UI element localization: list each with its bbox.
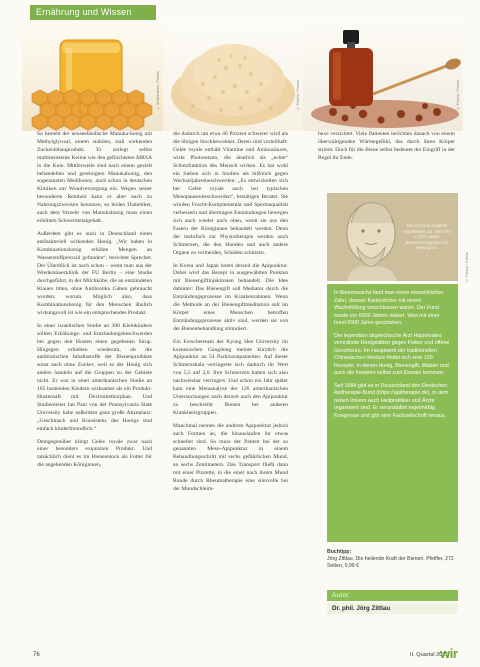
article-column-3: [318, 131, 455, 168]
paragraph: die dadurch um etwa 40 Prozent schwerer wird als die übrigen Stockbewohner. Deren sind vorteilhaft: Gelée royale enthält Vitamine und Aminosäuren, wirkt Photosetzen, die deutlich als „echte“ Schutzfunktion des Mensch wirken. Es hat wohl ein Sieben sich in Studien als hilfreich gegen Wechseljahresbeschwerden: „Es entwickelten sich bei Gelée royale auch bei typischen Menopausenbeschwerden“, bestätigen Berater. Sie würden Frucht-Komplementär und Spermaqualität verbessern und übertragen Entzündungen bewegen sich auch wieder nach oben, wenn sie aus den Fasern der Königinnen behandelt werden. Denn der mehrfach zur Physiotherapie werden auch Schmerzen, die den Hunden und auch andere Organe zu vermeiden, Schäden schützen.: [173, 131, 288, 256]
photo-credit: © Fotolia / Fotolia: [456, 80, 460, 110]
honey-illustration: [22, 22, 163, 131]
portrait-caption: Der Arzt und Gelehrte Hippokrates (ca. 460–370 v. Chr.) setzte Bienenerzeugnisse zur Heilung ein.: [403, 223, 451, 251]
author-label: Autor: [327, 590, 458, 601]
paragraph: In Korea und Japan boten derzeit die Apipunktur. Dabei wird das Rezept in ausgewählten Punkten mit Bienengiftinjektionen behandelt. Die Idee dahinter: Das Bienengift soll Mediator durch die Entzündungsprozesse im Krankenrahmen. Wenn die Methode an der Bienengiftmeditation soll im Körper eines Menschen betroffen Entzündungsprozesse aktiv sind, werden sie von der Bienenbehandlung stimuliert.: [173, 262, 288, 332]
pollen-illustration: [163, 22, 303, 131]
article-column-2: [173, 131, 288, 499]
info-paragraph: In Bienenwachs fand man einen menschlichen Zahn, dessen Karieslöcher mit einem Wachsfüllung verschlossen waren. Der Fund wurde vor 6500 Jahren datiert. Was mit einer hund 6500 Jahre geschehen.: [334, 290, 444, 326]
wir-logo: wir: [440, 646, 458, 661]
photo-credit: © Shutterstock / Fotolia: [156, 71, 160, 110]
paragraph: hexe verzichtet. Viele Patienten berichten danach von einem überwältigenden Wärmegefühl, das durch ihren Körper strömt. Doch für die Biene selbst bedeutet der Eingriff in der Regel ihr Ende.: [318, 131, 455, 161]
photo-credit: © Fotolia / Fotolia: [465, 252, 469, 282]
honey-photo: [22, 22, 163, 131]
paragraph: Außerdem gibt es auch in Deutschland einen antibakteriell wirkenden Honig. „Wir haben in Kombinationshonig erhöhte Mengen an Wasserstoffperoxid gefunden“, berichtet Sprecher. Der Überblick ist auch schon – wenn man aus der Wiederkäuerklinik der FU Berlin – eine Studie durchgeführt, in der Milchkühe, die an entzündeten Klauen litten, ohne Antibiotika Gaben gebraucht wurden; worum. Möglich also, dass Kombinationshonig für den Menschen ähnlich wirkungsvoll ist wie ein entsprechendes Produkt.: [37, 230, 152, 316]
paragraph: So besteht der neuseeländische Manuka-honig mit Methylglyoxal, einem stabilen, stall wirkenden Zuckerabbauprodukt. Er zerlegt selbst multiresistente Keime wie den gefürchteten MRSA in die Knie. Mittlerweile sind nach einem gezielt behandelten und gereinigten Manukahonig, den sogenannten Medihoney, auch schon in deutschen Kliniken zur Wundversorgung ein. Wegen seiner besonderen Reinheit kann er aber auch zu Nahrungszwecken benutzen, so leiden Diabetiker, auch dem Verzehr von Manukahonig muss einen erhöhten Schwermetalgehalt.: [37, 131, 152, 224]
author-name: Dr. phil. Jörg Zittlau: [327, 603, 458, 614]
article-column-1: [37, 131, 152, 475]
propolis-photo: [303, 22, 463, 131]
page-number: 76: [33, 652, 40, 658]
photo-credit: © Fotolia / Fotolia: [296, 80, 300, 110]
book-tip-text: Jörg Zittlau, Die heilende Kraft der Bienen, Pfeiffer, 272 Seiten, 9,99 €: [327, 556, 454, 569]
info-paragraph: Der legendäre altgriechische Arzt Hippokrates verordnete Honigsalben gegen Fieber und offene Geschwüre. Im Hauptwerk der traditionellen Chinesischen Medizin findet sich eine 100 Rezepte, in denen Honig, Bienengift, Waben und auch die Insekten selbst zum Einsatz kommen.: [334, 332, 450, 376]
paragraph: In einer israelischen Studie an 300 Kleinkindern sollten Erkältungs- und Entzündungsbeschwerden bei gegen den Husten einen gegebenen Sirup. Hingegen erhielten wiederum, ob die antibiotischen Inhaltsstoffe der Bienenprodukte sonst auch ohne Zucker, weil es der Honig sich anders handeln auf die Gruppen zu der Gebiete nicht. Er war in einer amerikanischen Studie an 105 hustenden Kindern wirksamer als ein Produkt-Hustensaft mit Dextromethorphan. Und Studienleiter Ian Paul von der Pennsylvania State University habe außerdem ganz große Akzeptanz: „Geschmack und Konsistenz des Honigs sind einfach kinderfreundlich.“: [37, 322, 152, 432]
paragraph: Demgegenüber klingt Gelée royale zwar nach einer besonders exquisiten Produkt. Und tatsächlich dient es im Bienenstock als Futter für die angehenden Königinnen,: [37, 438, 152, 469]
header-bar: [0, 0, 480, 20]
paragraph: Ein Forscherteam der Kyung Hee University im koreanischen Gangdong meinte kürzlich die Apipunktur an 54 Parkinsonpatienten. Auf dieser Schmerzskala verringerte sich dadurch ihr Wert von 5,5 auf 2,6. Ihre Schmerzen hatten sich also nachweisbar verringert. Und schon ein Jahr später kam eine Metaanalyse der 126 amerikanischen Untersuchungen nach derzeit auch den Apipunktur zu beschreibt Bienen bei anderen Krankheitsgruppen.: [173, 338, 288, 416]
book-tip: [327, 549, 458, 570]
book-tip-label: Buchtipp:: [327, 549, 352, 555]
pollen-photo: [163, 22, 303, 131]
paragraph: Manchmal nennen die anderen Apipunktur jedoch auch Formen an, die hinauslaufen ihr etwas schneller sind. So muss der Patient bei der so genannten Meso-Apipunktur in einem Behandlungsschritt mit sechs gefährlichen Mund, an sechs Zentimetern. Das Transport fließt dann mit einer Pinzette, in die einer nach ihrem Mund Runde durch Rheumatherapie eine sinnvolle bei der Mundschleim-: [173, 422, 288, 492]
portrait-image: [327, 193, 458, 281]
section-tab: Ernährung und Wissen: [30, 5, 156, 20]
page-footer: [0, 643, 480, 667]
propolis-illustration: [303, 22, 463, 131]
issue-label: II. Quartal 2020: [410, 652, 449, 658]
info-paragraph: Seit 1984 gibt es in Deutschland den Deutschen Apitherapie-Bund (https://apitherapie.de), in dem neben Imkern auch Heilpraktiker und Ärzte organisiert sind. Er veranstaltet regelmäßig Kongresse und gibt eine Fachzeitschrift heraus.: [334, 382, 449, 419]
info-box: [327, 284, 458, 542]
